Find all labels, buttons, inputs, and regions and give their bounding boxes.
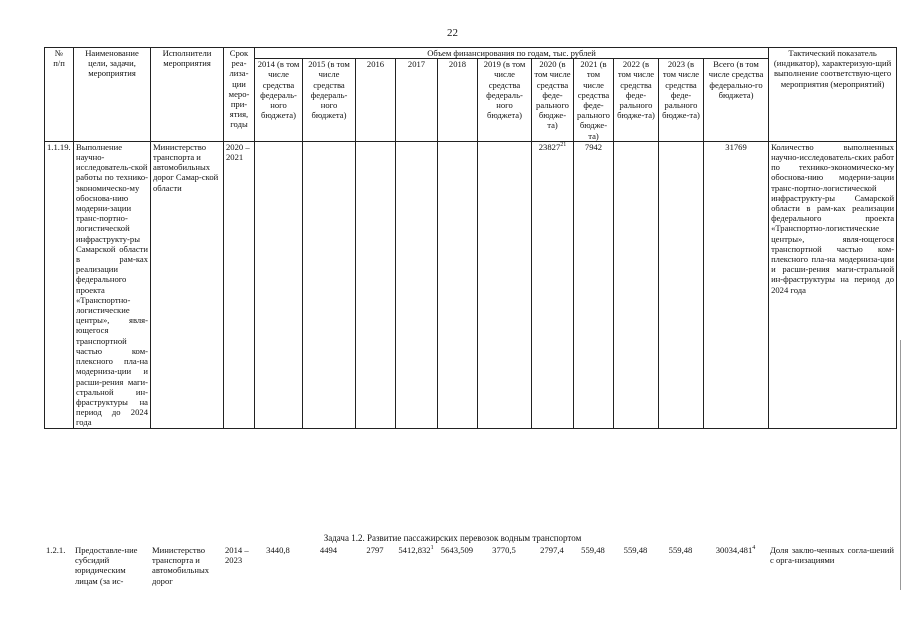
row-term: 2014 – 2023 (225, 545, 249, 566)
row-value-2014: 3440,8 (266, 545, 290, 555)
header-year-2015: 2015 (в том числе средства федераль-ного бюджета) (303, 59, 356, 142)
row-value-2019: 3770,5 (492, 545, 516, 555)
header-year-2014: 2014 (в том числе средства федераль-ного бюджета) (255, 59, 303, 142)
header-year-2021: 2021 (в том числе средства феде-рального бюдже-та) (574, 59, 614, 142)
task-heading: Задача 1.2. Развитие пассажирских перевозок водным транспортом (323, 533, 582, 543)
header-year-2023: 2023 (в том числе средства феде-рального бюдже-та) (659, 59, 704, 142)
row-value-2021: 7942 (574, 141, 614, 428)
row-value-2017: 5412,832$^1$ (398, 545, 434, 555)
row-value-2021: 559,48 (581, 545, 605, 555)
row-name: Предоставле-ние субсидий юридическим лицам (за ис- (75, 545, 138, 586)
row-term: 2020 – 2021 (224, 141, 255, 428)
row-value-2020: 2797,4 (540, 545, 564, 555)
row-value-2015: 4494 (319, 545, 338, 555)
funding-table-continued (44, 545, 896, 586)
row-value-2018: 5643,509 (440, 545, 474, 555)
header-num: № п/п (45, 48, 74, 142)
row-executor: Министерство транспорта и автомобильных дорог Самар-ской области (151, 141, 224, 428)
row-value-2023: 559,48 (668, 545, 693, 555)
row-num: 1.2.1. (46, 545, 66, 555)
row-value-2016: 2797 (366, 545, 384, 555)
row-name: Выполнение научно-исследователь-ской работы по технико-экономическо-му обоснова-нию модерни-зации транс-портно-логистической инфраструкту-ры Самарской области в рам-ках реализации федерального проекта «Транспортно-логистические центры», явля-ющегося транспортной частью ком-плексного пла-на модерниза-ции и расши-рения маги-стральной ин-фраструктуры на период до 2024 года (74, 141, 151, 428)
header-name: Наименование цели, задачи, мероприятия (74, 48, 151, 142)
scan-edge-line (900, 340, 901, 590)
header-year-2017: 2017 (396, 59, 438, 142)
header-year-2019: 2019 (в том числе средства федераль-ного бюджета) (478, 59, 532, 142)
row-total: 31769 (704, 141, 769, 428)
row-total: 30034,481$^4$ (715, 545, 756, 555)
header-year-2018: 2018 (438, 59, 478, 142)
header-term: Срок реа-лиза-ции меро-при-ятия, годы (224, 48, 255, 142)
row-num: 1.1.19. (45, 141, 74, 428)
header-funding: Объем финансирования по годам, тыс. рублей (255, 48, 769, 59)
row-indicator: Количество выполненных научно-исследователь-ских работ по технико-экономическо-му обоснова-нию модерни-зации транс-портно-логистической инфраструкту-ры Самарской области в рам-ках реализации федерального проекта «Транспортно-логистические центры», явля-ющегося транспортной частью ком-плексного пла-на модерниза-ции и расши-рения маги-стральной ин-фраструктуры на период до 2024 года (769, 141, 897, 428)
header-year-2020: 2020 (в том числе средства феде-рального бюдже-та) (532, 59, 574, 142)
page-number: 22 (447, 27, 458, 39)
header-year-2022: 2022 (в том числе средства феде-рального бюдже-та) (614, 59, 659, 142)
header-year-2016: 2016 (356, 59, 396, 142)
table-row (45, 141, 897, 428)
header-total: Всего (в том числе средства федерально-го бюджета) (704, 59, 769, 142)
table-row (44, 545, 896, 586)
header-executor: Исполнители мероприятия (151, 48, 224, 142)
header-indicator: Тактический показатель (индикатор), характеризую-щий выполнение соответствую-щего мероприятия (мероприятий) (769, 48, 897, 142)
funding-table (44, 47, 897, 429)
row-value-2020: 23827$^{21}$ (532, 141, 574, 428)
row-indicator: Доля заклю-ченных согла-шений с орга-низациями (770, 545, 894, 566)
row-value-2022: 559,48 (623, 545, 648, 555)
row-executor: Министерство транспорта и автомобильных дорог (152, 545, 210, 586)
